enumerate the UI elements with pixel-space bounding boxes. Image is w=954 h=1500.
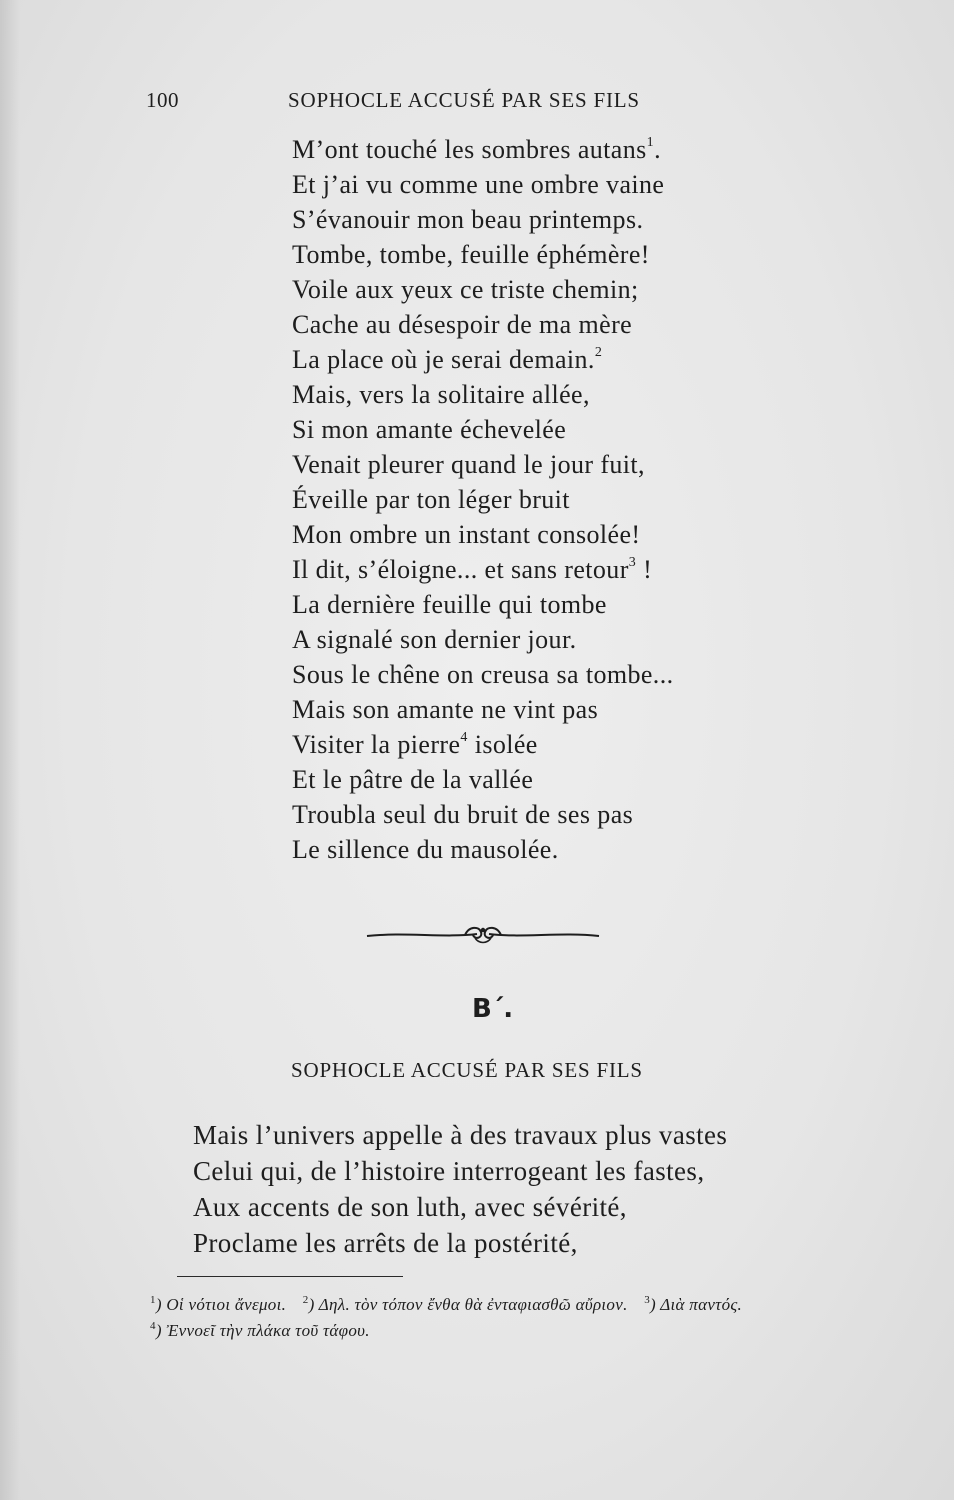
poem-stanza (292, 132, 674, 867)
verse-line: Mais l’univers appelle à des travaux plus vastes (193, 1120, 728, 1150)
poem-line: A signalé son dernier jour. (292, 625, 577, 654)
alexandrine-verses (193, 1117, 727, 1261)
footnote-marker: 2 (594, 345, 603, 360)
footnote-marker: 1 (646, 135, 655, 150)
footnote: $^2$) Δηλ. τὸν τόπον ἔνθα θὰ ἐνταφιασθῶ αὔριον. (302, 1294, 628, 1314)
poem-line: M’ont touché les sombres autans$^1$. (292, 135, 661, 164)
poem-line: Visiter la pierre$^4$ isolée (292, 730, 538, 759)
poem-line: Sous le chêne on creusa sa tombe... (292, 660, 674, 689)
footnote-marker: 3 (628, 555, 637, 570)
running-header (0, 88, 954, 118)
poem-line: Le sillence du mausolée. (292, 835, 559, 864)
poem-line: Éveille par ton léger bruit (292, 485, 570, 514)
poem-line: Et j’ai vu comme une ombre vaine (292, 170, 665, 199)
ornament-divider-icon (365, 918, 601, 948)
footnote: $^1$) Οἱ νότιοι ἄνεμοι. (150, 1294, 287, 1314)
poem-line: Venait pleurer quand le jour fuit, (292, 450, 645, 479)
footnote-divider (177, 1276, 403, 1277)
page-number: 100 (146, 88, 179, 112)
poem-line: Troubla seul du bruit de ses pas (292, 800, 634, 829)
poem-line: La dernière feuille qui tombe (292, 590, 607, 619)
poem-line: Cache au désespoir de ma mère (292, 310, 633, 339)
poem-line: Mais son amante ne vint pas (292, 695, 599, 724)
poem-line: Et le pâtre de la vallée (292, 765, 534, 794)
verse-line: Proclame les arrêts de la postérité, (193, 1228, 578, 1258)
poem-line: La place où je serai demain.$^2$ (292, 345, 603, 374)
poem-line: S’évanouir mon beau printemps. (292, 205, 644, 234)
poem-line: Mon ombre un instant consolée! (292, 520, 641, 549)
running-title: SOPHOCLE ACCUSÉ PAR SES FILS (288, 88, 640, 112)
verse-line: Aux accents de son luth, avec sévérité, (193, 1192, 627, 1222)
footnote: $^3$) Διὰ παντός. (644, 1294, 743, 1314)
page-edge-shadow (0, 0, 20, 1500)
poem-line: Mais, vers la solitaire allée, (292, 380, 590, 409)
poem-line: Tombe, tombe, feuille éphémère! (292, 240, 650, 269)
footnote-marker: 4 (460, 730, 468, 745)
footnotes (150, 1292, 870, 1344)
footnote: $^4$) Ἐννοεῖ τὴν πλάκα τοῦ τάφου. (150, 1320, 370, 1340)
poem-line: Si mon amante échevelée (292, 415, 567, 444)
verse-line: Celui qui, de l’histoire interrogeant les fastes, (193, 1156, 705, 1186)
poem-line: Voile aux yeux ce triste chemin; (292, 275, 639, 304)
section-letter: B΄. (472, 994, 514, 1024)
poem-line: Il dit, s’éloigne... et sans retour$^3$ ! (292, 555, 653, 584)
section-title: SOPHOCLE ACCUSÉ PAR SES FILS (291, 1058, 643, 1082)
